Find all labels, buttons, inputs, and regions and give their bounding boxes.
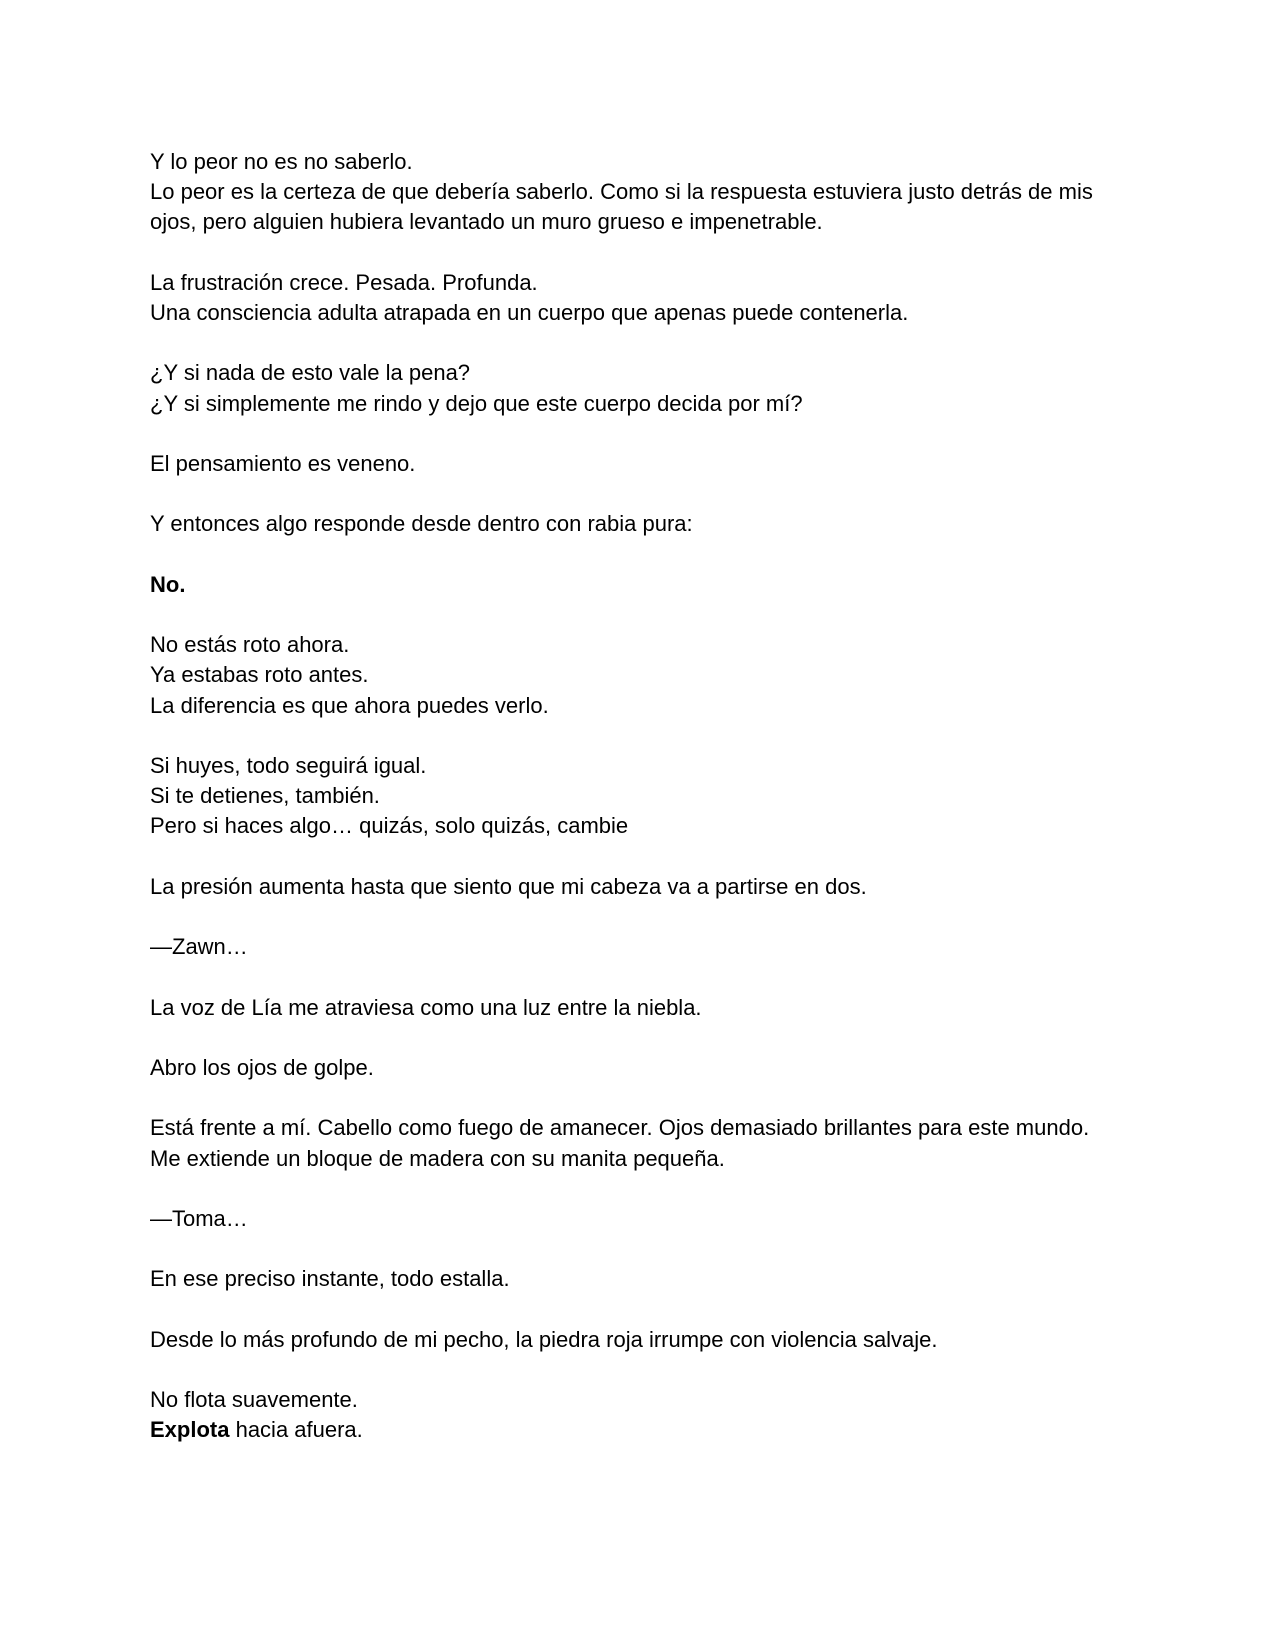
text-line: La voz de Lía me atraviesa como una luz entre la niebla. [150,994,702,1020]
text-line: Ya estabas roto antes. [150,662,369,688]
paragraph [150,1113,1100,1173]
paragraph [150,1053,1100,1083]
text-line: En ese preciso instante, todo estalla. [150,1266,510,1292]
text-line: Y entonces algo responde desde dentro con rabia pura: [150,511,693,537]
paragraph [150,932,1100,962]
text-line: ¿Y si nada de esto vale la pena? [150,360,471,386]
text-line: Abro los ojos de golpe. [150,1054,374,1080]
paragraph [150,147,1100,238]
dialogue-line: —Toma… [150,1205,248,1231]
text-line: Y lo peor no es no saberlo. [150,149,413,174]
text-line: Si huyes, todo seguirá igual. [150,752,427,778]
document-body [150,147,1100,1476]
text-line: No estás roto ahora. [150,632,350,658]
paragraph [150,751,1100,842]
text-line: Si te detienes, también. [150,783,380,809]
paragraph [150,1385,1100,1445]
paragraph [150,630,1100,721]
text-line: Desde lo más profundo de mi pecho, la piedra roja irrumpe con violencia salvaje. [150,1326,938,1352]
paragraph [150,268,1100,328]
paragraph [150,570,1100,600]
text-line: El pensamiento es veneno. [150,450,416,476]
text-line: La presión aumenta hasta que siento que mi cabeza va a partirse en dos. [150,873,867,899]
paragraph [150,509,1100,539]
text-line: Está frente a mí. Cabello como fuego de amanecer. Ojos demasiado brillantes para este mundo. Me extiende un bloque de madera con su manita pequeña. [150,1115,1096,1171]
paragraph [150,1264,1100,1294]
bold-word: Explota [150,1417,230,1443]
paragraph [150,358,1100,418]
paragraph [150,1204,1100,1234]
text-line: La diferencia es que ahora puedes verlo. [150,692,549,718]
paragraph [150,449,1100,479]
paragraph [150,993,1100,1023]
paragraph [150,872,1100,902]
text-line: Una consciencia adulta atrapada en un cuerpo que apenas puede contenerla. [150,300,909,325]
text-line: La frustración crece. Pesada. Profunda. [150,269,538,295]
text-line: ¿Y si simplemente me rindo y dejo que este cuerpo decida por mí? [150,390,803,416]
dialogue-line: —Zawn… [150,934,248,960]
text-line: No flota suavemente. [150,1387,358,1413]
text-line-mixed [150,1415,1100,1445]
bold-text-line: No. [150,571,186,597]
paragraph [150,1325,1100,1355]
text-line: Pero si haces algo… quizás, solo quizás, cambie [150,813,629,839]
text-fragment: hacia afuera. [229,1417,363,1443]
text-line: Lo peor es la certeza de que debería saberlo. Como si la respuesta estuviera justo detrás de mis ojos, pero alguien hubiera levantado un muro grueso e impenetrable. [150,179,1099,235]
